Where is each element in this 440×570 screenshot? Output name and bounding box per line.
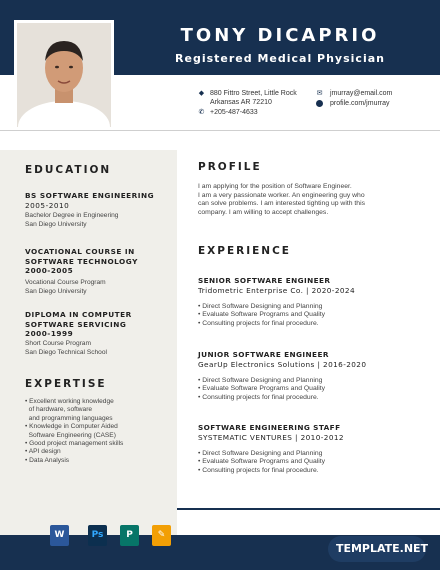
degree-desc: Vocational Course Program <box>25 279 106 286</box>
list-item: and programming languages <box>25 414 113 422</box>
job-bullet: • Consulting projects for final procedure. <box>198 393 319 401</box>
degree-title: DIPLOMA IN COMPUTER <box>25 310 132 319</box>
degree-title: BS SOFTWARE ENGINEERING <box>25 191 155 200</box>
bottom-divider <box>177 508 440 510</box>
job-bullet: • Evaluate Software Programs and Quality <box>198 458 326 466</box>
degree-school: San Diego Technical School <box>25 348 107 356</box>
profile-line: I am a very passionate worker. An engineering guy who <box>198 191 365 199</box>
degree-title-2: SOFTWARE TECHNOLOGY <box>25 256 138 266</box>
degree-desc: Short Course Program <box>25 340 91 347</box>
job-title: SOFTWARE ENGINEERING STAFF <box>198 423 341 432</box>
profile-line: can solve problems. I am interested tighting up with this <box>198 200 365 207</box>
degree-desc: Bachelor Degree in Engineering <box>25 212 119 219</box>
list-item: • Knowledge in Computer Aided <box>25 423 118 431</box>
job-bullet: • Consulting projects for final procedure. <box>198 319 319 327</box>
degree-title-2: SOFTWARE SERVICING <box>25 319 127 329</box>
pages-icon[interactable]: ✎ <box>152 525 171 546</box>
contact-address <box>210 89 297 107</box>
degree-school: San Diego University <box>25 220 87 228</box>
expertise-heading: EXPERTISE <box>25 378 107 390</box>
globe-icon <box>316 100 323 107</box>
degree-years: 2000-2005 <box>25 266 74 275</box>
header-divider <box>0 130 440 131</box>
degree-school: San Diego University <box>25 287 87 295</box>
degree-title: VOCATIONAL COURSE IN <box>25 247 135 256</box>
degree-years: 2000-1999 <box>25 329 74 338</box>
job-bullet: • Evaluate Software Programs and Quality <box>198 385 326 393</box>
job-bullet: • Direct Software Designing and Planning <box>198 303 323 310</box>
profile-photo <box>14 20 114 130</box>
job-bullet: • Evaluate Software Programs and Quality <box>198 311 326 319</box>
expertise-list <box>25 398 175 465</box>
email-icon: ✉ <box>316 89 323 97</box>
profile-heading: PROFILE <box>198 161 262 173</box>
job-title: JUNIOR SOFTWARE ENGINEER <box>198 350 329 359</box>
contact-phone: +205-487-4633 <box>210 109 258 116</box>
phone-icon: ✆ <box>198 108 205 116</box>
list-item: • Data Analysis <box>25 456 70 464</box>
job-company: Tridometric Enterprise Co. | 2020-2024 <box>198 285 356 295</box>
job-company: SYSTEMATIC VENTURES | 2010-2012 <box>198 432 344 442</box>
education-desc-3 <box>25 340 175 357</box>
job-title: SENIOR SOFTWARE ENGINEER <box>198 276 331 285</box>
list-item: • API design <box>25 448 61 456</box>
education-desc-2 <box>25 279 175 296</box>
job-bullet: • Direct Software Designing and Planning <box>198 450 323 457</box>
education-degree-2 <box>25 247 175 276</box>
job-2-bullets <box>198 377 413 402</box>
list-item: of hardware, software <box>25 406 93 414</box>
location-icon: ◆ <box>198 89 205 97</box>
job-bullet: • Direct Software Designing and Planning <box>198 377 323 384</box>
profile-line: I am applying for the position of Software Engineer. <box>198 183 352 190</box>
job-bullet: • Consulting projects for final procedure. <box>198 466 319 474</box>
degree-years: 2005-2010 <box>25 200 70 210</box>
education-desc-1 <box>25 212 175 229</box>
contact-email[interactable]: jmurray@email.com <box>330 90 393 97</box>
profile-line: company. I am willing to accept challenges. <box>198 208 329 216</box>
candidate-title: Registered Medical Physician <box>175 52 385 65</box>
candidate-name: TONY DICAPRIO <box>180 25 380 46</box>
job-1-bullets <box>198 303 413 328</box>
word-icon[interactable]: W <box>50 525 69 546</box>
job-3 <box>198 423 413 442</box>
education-degree-3 <box>25 310 175 339</box>
job-3-bullets <box>198 450 413 475</box>
list-item: Software Engineering (CASE) <box>25 431 116 439</box>
address-line-1: 880 Fittro Street, Little Rock <box>210 90 297 97</box>
list-item: • Excellent working knowledge <box>25 398 114 405</box>
avatar <box>17 23 111 127</box>
job-2 <box>198 350 413 369</box>
photoshop-icon[interactable]: Ps <box>88 525 107 546</box>
brand-logo[interactable]: TEMPLATE.NET <box>335 542 429 555</box>
experience-heading: EXPERIENCE <box>198 245 291 257</box>
contact-profile[interactable]: profile.com/jmurray <box>330 100 390 107</box>
education-heading: EDUCATION <box>25 164 112 176</box>
job-company: GearUp Electronics Solutions | 2016-2020 <box>198 359 367 369</box>
job-1 <box>198 276 413 295</box>
address-line-2: Arkansas AR 72210 <box>210 99 272 106</box>
list-item: • Good project management skills <box>25 440 124 448</box>
education-degree-1 <box>25 191 175 210</box>
publisher-icon[interactable]: P <box>120 525 139 546</box>
profile-text <box>198 183 410 217</box>
